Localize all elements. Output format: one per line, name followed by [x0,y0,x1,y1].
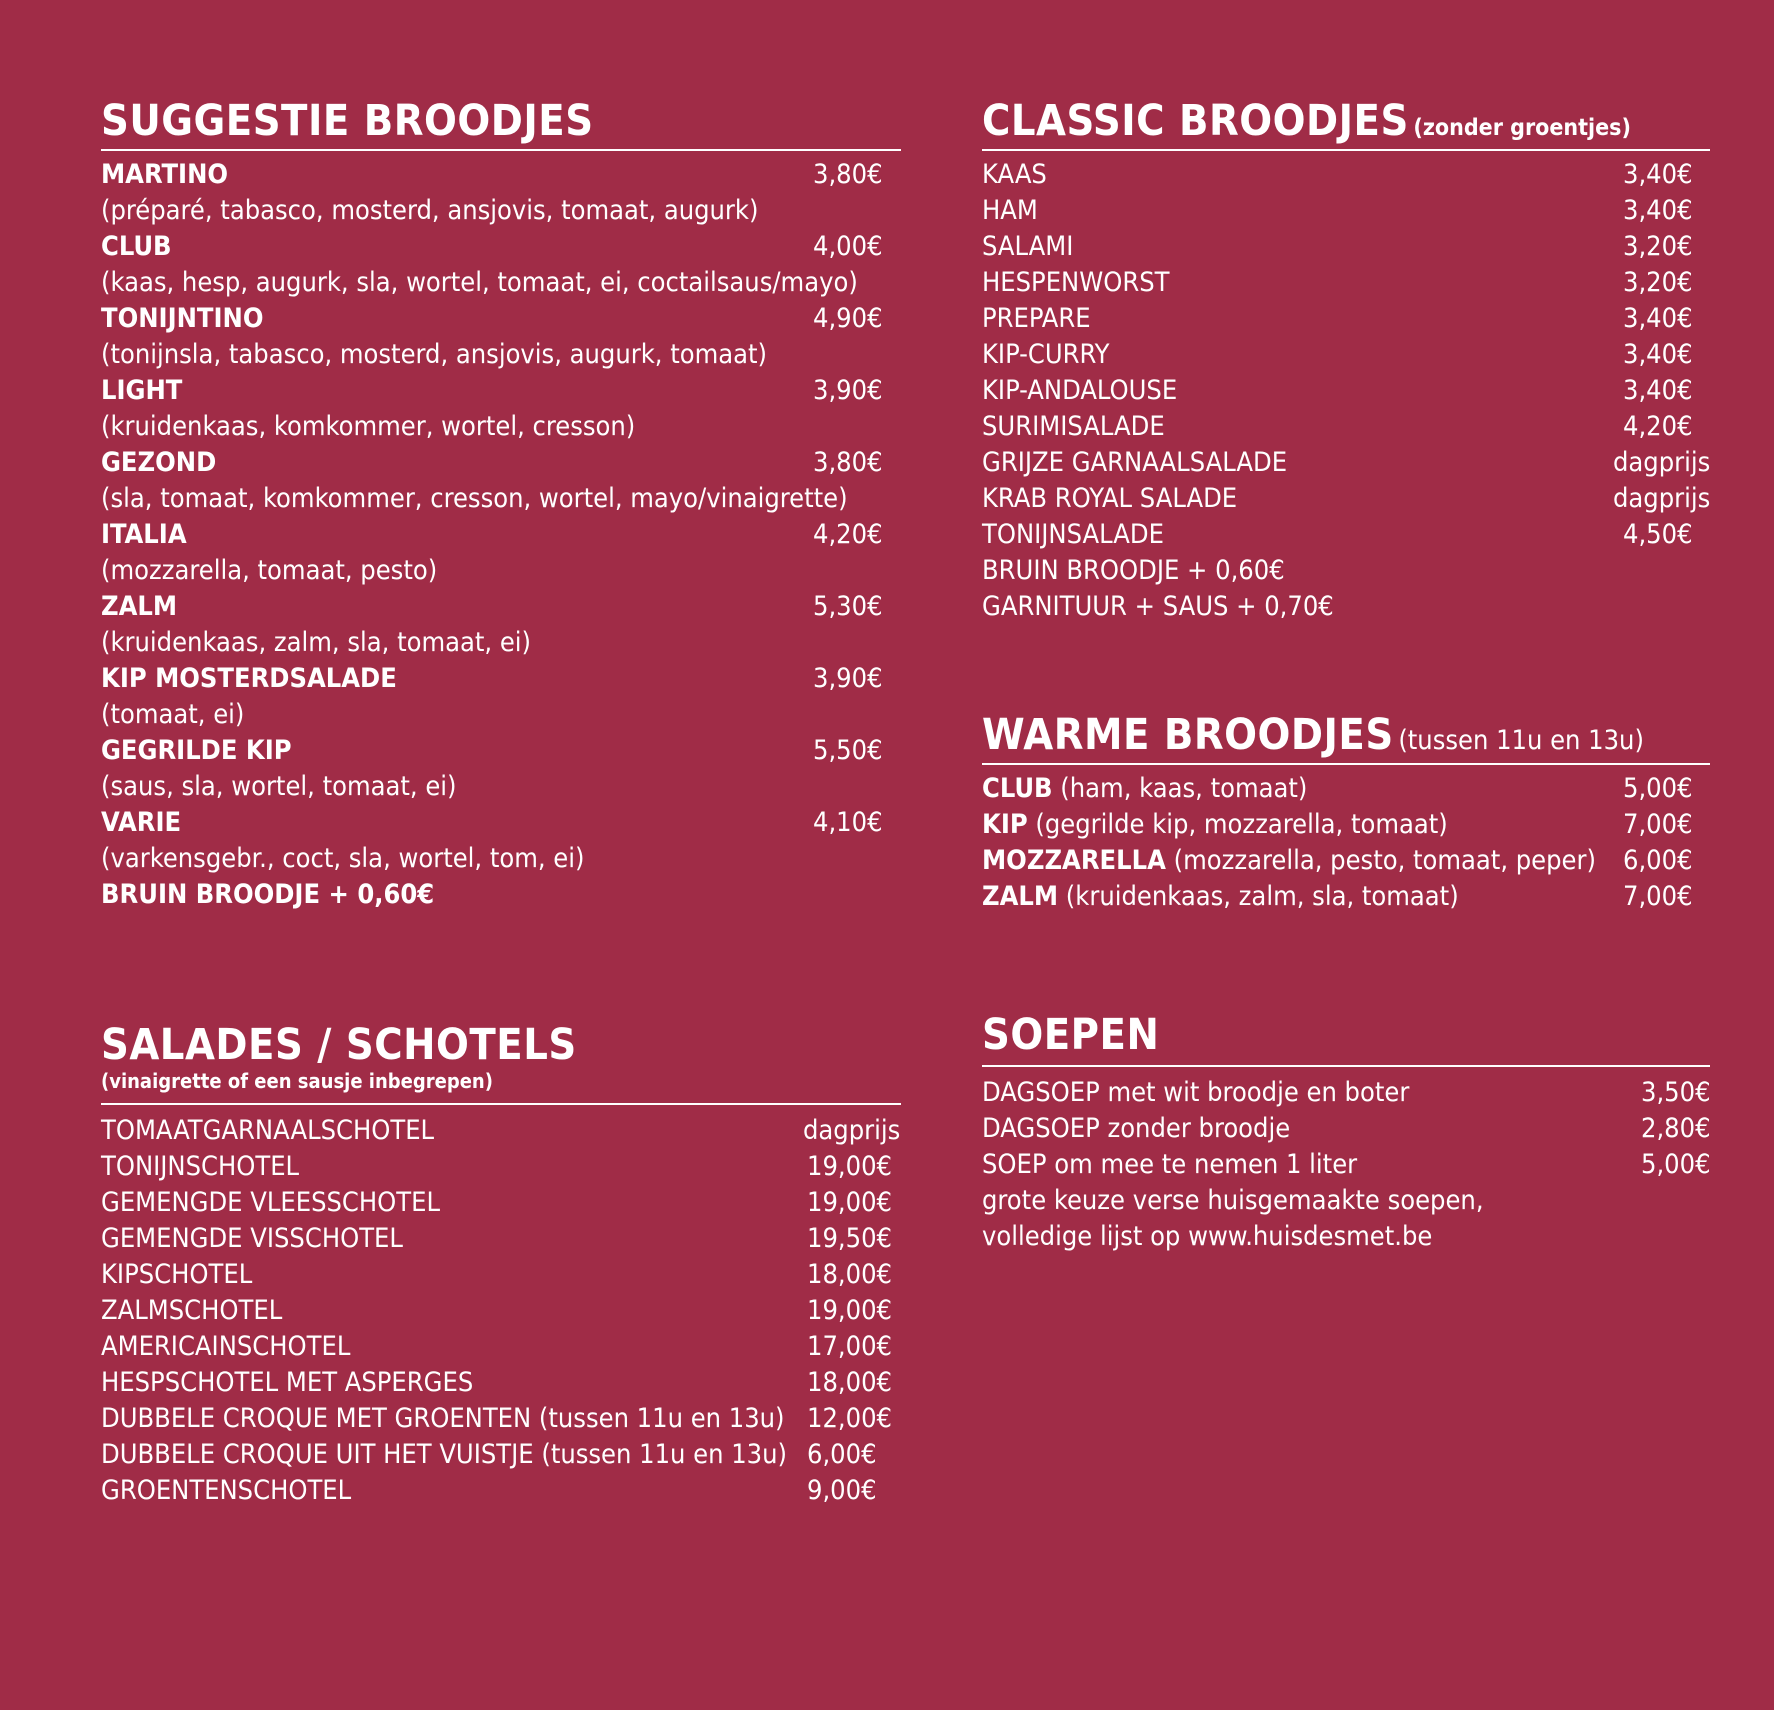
bruin-broodje-note: BRUIN BROODJE + 0,60€ [101,879,435,910]
salades-item [101,1365,901,1401]
item-price: 4,50€ [1623,519,1693,550]
suggestie-list [101,157,901,913]
item-name: MOZZARELLA [982,845,1166,876]
section-suggestie-broodjes [101,97,901,913]
item-price: 19,00€ [807,1151,892,1182]
item-name: ZALMSCHOTEL [101,1295,283,1326]
item-name: TONIJNTINO [101,303,264,334]
item-name: KAAS [982,159,1047,190]
item-description: (gegrilde kip, mozzarella, tomaat) [1035,809,1448,840]
soepen-note-line: grote keuze verse huisgemaakte soepen, [982,1185,1484,1216]
classic-item [982,481,1710,517]
bruin-broodje-note: BRUIN BROODJE + 0,60€ [982,555,1285,586]
item-price: 6,00€ [807,1439,877,1470]
suggestie-header [101,97,901,151]
item-price: 4,90€ [813,303,883,334]
soepen-title: SOEPEN [982,1010,1160,1060]
item-price: 3,40€ [1623,195,1693,226]
classic-item [982,517,1710,553]
item-name: TONIJNSCHOTEL [101,1151,300,1182]
section-soepen [982,1011,1710,1255]
item-price: 3,40€ [1623,159,1693,190]
soepen-item [982,1075,1710,1111]
classic-extra [982,589,1710,625]
section-warme-broodjes [982,711,1710,915]
item-name: VARIE [101,807,182,838]
item-price: dagprijs [803,1115,901,1146]
item-price: 3,90€ [813,663,883,694]
item-price: 7,00€ [1623,809,1693,840]
suggestie-item [101,373,901,445]
suggestie-item [101,733,901,805]
item-name: GEMENGDE VISSCHOTEL [101,1223,403,1254]
garnituur-note: GARNITUUR + SAUS + 0,70€ [982,591,1334,622]
salades-item [101,1185,901,1221]
suggestie-item [101,661,901,733]
salades-list [101,1113,901,1509]
item-name: GRIJZE GARNAALSALADE [982,447,1288,478]
classic-item [982,229,1710,265]
item-name: KIP [982,809,1028,840]
salades-item [101,1329,901,1365]
item-name: GROENTENSCHOTEL [101,1475,352,1506]
item-name: KRAB ROYAL SALADE [982,483,1238,514]
warme-header [982,711,1710,765]
item-name: HAM [982,195,1038,226]
warme-list [982,771,1710,915]
salades-title: SALADES / SCHOTELS [101,1020,577,1070]
item-description: (kruidenkaas, komkommer, wortel, cresson) [101,411,636,442]
suggestie-item [101,445,901,517]
item-description: (varkensgebr., coct, sla, wortel, tom, ei) [101,843,585,874]
classic-extra [982,553,1710,589]
classic-item [982,409,1710,445]
item-price: 2,80€ [1641,1113,1711,1144]
item-name: HESPSCHOTEL MET ASPERGES [101,1367,474,1398]
classic-subtitle: (zonder groentjes) [1413,115,1631,141]
warme-item [982,843,1710,879]
item-price: 3,80€ [813,159,883,190]
item-price: 6,00€ [1623,845,1693,876]
item-name: KIPSCHOTEL [101,1259,253,1290]
warme-item [982,879,1710,915]
item-price: dagprijs [1613,483,1711,514]
item-name: AMERICAINSCHOTEL [101,1331,351,1362]
salades-header [101,1021,901,1105]
classic-header [982,97,1710,151]
item-description: (kruidenkaas, zalm, sla, tomaat) [1065,881,1459,912]
section-classic-broodjes [982,97,1710,625]
item-description: (tonijnsla, tabasco, mosterd, ansjovis, augurk, tomaat) [101,339,768,370]
item-name: DAGSOEP met wit broodje en boter [982,1077,1410,1108]
classic-item [982,301,1710,337]
item-price: 5,50€ [813,735,883,766]
salades-item [101,1113,901,1149]
item-name: MARTINO [101,159,229,190]
item-name: SOEP om mee te nemen 1 liter [982,1149,1358,1180]
item-price: 5,30€ [813,591,883,622]
item-price: 19,00€ [807,1295,892,1326]
suggestie-item [101,229,901,301]
item-name: DUBBELE CROQUE MET GROENTEN (tussen 11u en 13u) [101,1403,785,1434]
classic-item [982,337,1710,373]
item-price: 4,20€ [1623,411,1693,442]
item-price: 18,00€ [807,1367,892,1398]
suggestie-item [101,805,901,877]
suggestie-item [101,589,901,661]
salades-item [101,1149,901,1185]
item-name: PREPARE [982,303,1091,334]
item-price: 3,40€ [1623,339,1693,370]
suggestie-item [101,157,901,229]
item-name: SURIMISALADE [982,411,1165,442]
salades-item [101,1293,901,1329]
item-price: 4,00€ [813,231,883,262]
item-price: 19,50€ [807,1223,892,1254]
salades-item [101,1257,901,1293]
item-description: (kaas, hesp, augurk, sla, wortel, tomaat, ei, coctailsaus/mayo) [101,267,858,298]
item-name: ZALM [982,881,1059,912]
item-price: 4,10€ [813,807,883,838]
salades-item [101,1221,901,1257]
item-price: 3,80€ [813,447,883,478]
item-price: 19,00€ [807,1187,892,1218]
item-name: CLUB [101,231,172,262]
classic-list [982,157,1710,625]
item-description: (kruidenkaas, zalm, sla, tomaat, ei) [101,627,532,658]
item-price: 7,00€ [1623,881,1693,912]
soepen-note [982,1183,1710,1219]
item-name: DUBBELE CROQUE UIT HET VUISTJE (tussen 11u en 13u) [101,1439,787,1470]
item-description: (saus, sla, wortel, tomaat, ei) [101,771,457,802]
item-description: (mozzarella, tomaat, pesto) [101,555,438,586]
soepen-note [982,1219,1710,1255]
item-name: CLUB [982,773,1053,804]
item-name: DAGSOEP zonder broodje [982,1113,1291,1144]
classic-item [982,157,1710,193]
classic-item [982,373,1710,409]
item-price: 4,20€ [813,519,883,550]
soepen-item [982,1147,1710,1183]
salades-item [101,1401,901,1437]
salades-item [101,1437,901,1473]
classic-item [982,445,1710,481]
suggestie-item [101,517,901,589]
classic-item [982,265,1710,301]
item-price: 3,50€ [1641,1077,1711,1108]
section-salades-schotels [101,1021,901,1509]
salades-subtitle: (vinaigrette of een sausje inbegrepen) [101,1069,493,1093]
item-price: 3,90€ [813,375,883,406]
item-name: TOMAATGARNAALSCHOTEL [101,1115,435,1146]
item-price: 3,20€ [1623,267,1693,298]
item-price: 12,00€ [807,1403,892,1434]
suggestie-footer [101,877,901,913]
item-price: 3,40€ [1623,375,1693,406]
classic-title: CLASSIC BROODJES [982,96,1409,146]
item-name: TONIJNSALADE [982,519,1164,550]
item-name: KIP-ANDALOUSE [982,375,1178,406]
item-price: 3,40€ [1623,303,1693,334]
warme-item [982,771,1710,807]
item-price: dagprijs [1613,447,1711,478]
item-description: (mozzarella, pesto, tomaat, peper) [1173,845,1596,876]
item-name: GEGRILDE KIP [101,735,292,766]
item-price: 18,00€ [807,1259,892,1290]
item-price: 9,00€ [807,1475,877,1506]
soepen-website-line: volledige lijst op www.huisdesmet.be [982,1221,1433,1252]
item-name: KIP MOSTERDSALADE [101,663,397,694]
soepen-header [982,1011,1710,1067]
item-name: ITALIA [101,519,187,550]
item-name: ZALM [101,591,178,622]
item-price: 3,20€ [1623,231,1693,262]
suggestie-title: SUGGESTIE BROODJES [101,96,594,146]
item-price: 5,00€ [1641,1149,1711,1180]
warme-subtitle: (tussen 11u en 13u) [1398,725,1644,756]
item-price: 5,00€ [1623,773,1693,804]
warme-title: WARME BROODJES [982,710,1394,760]
item-name: KIP-CURRY [982,339,1110,370]
item-description: (tomaat, ei) [101,699,245,730]
item-name: SALAMI [982,231,1074,262]
item-price: 17,00€ [807,1331,892,1362]
item-description: (sla, tomaat, komkommer, cresson, wortel, mayo/vinaigrette) [101,483,848,514]
item-description: (préparé, tabasco, mosterd, ansjovis, tomaat, augurk) [101,195,759,226]
item-name: LIGHT [101,375,183,406]
soepen-item [982,1111,1710,1147]
salades-item [101,1473,901,1509]
item-name: HESPENWORST [982,267,1170,298]
item-description: (ham, kaas, tomaat) [1060,773,1308,804]
classic-item [982,193,1710,229]
item-name: GEMENGDE VLEESSCHOTEL [101,1187,440,1218]
suggestie-item [101,301,901,373]
warme-item [982,807,1710,843]
soepen-list [982,1075,1710,1255]
item-name: GEZOND [101,447,217,478]
